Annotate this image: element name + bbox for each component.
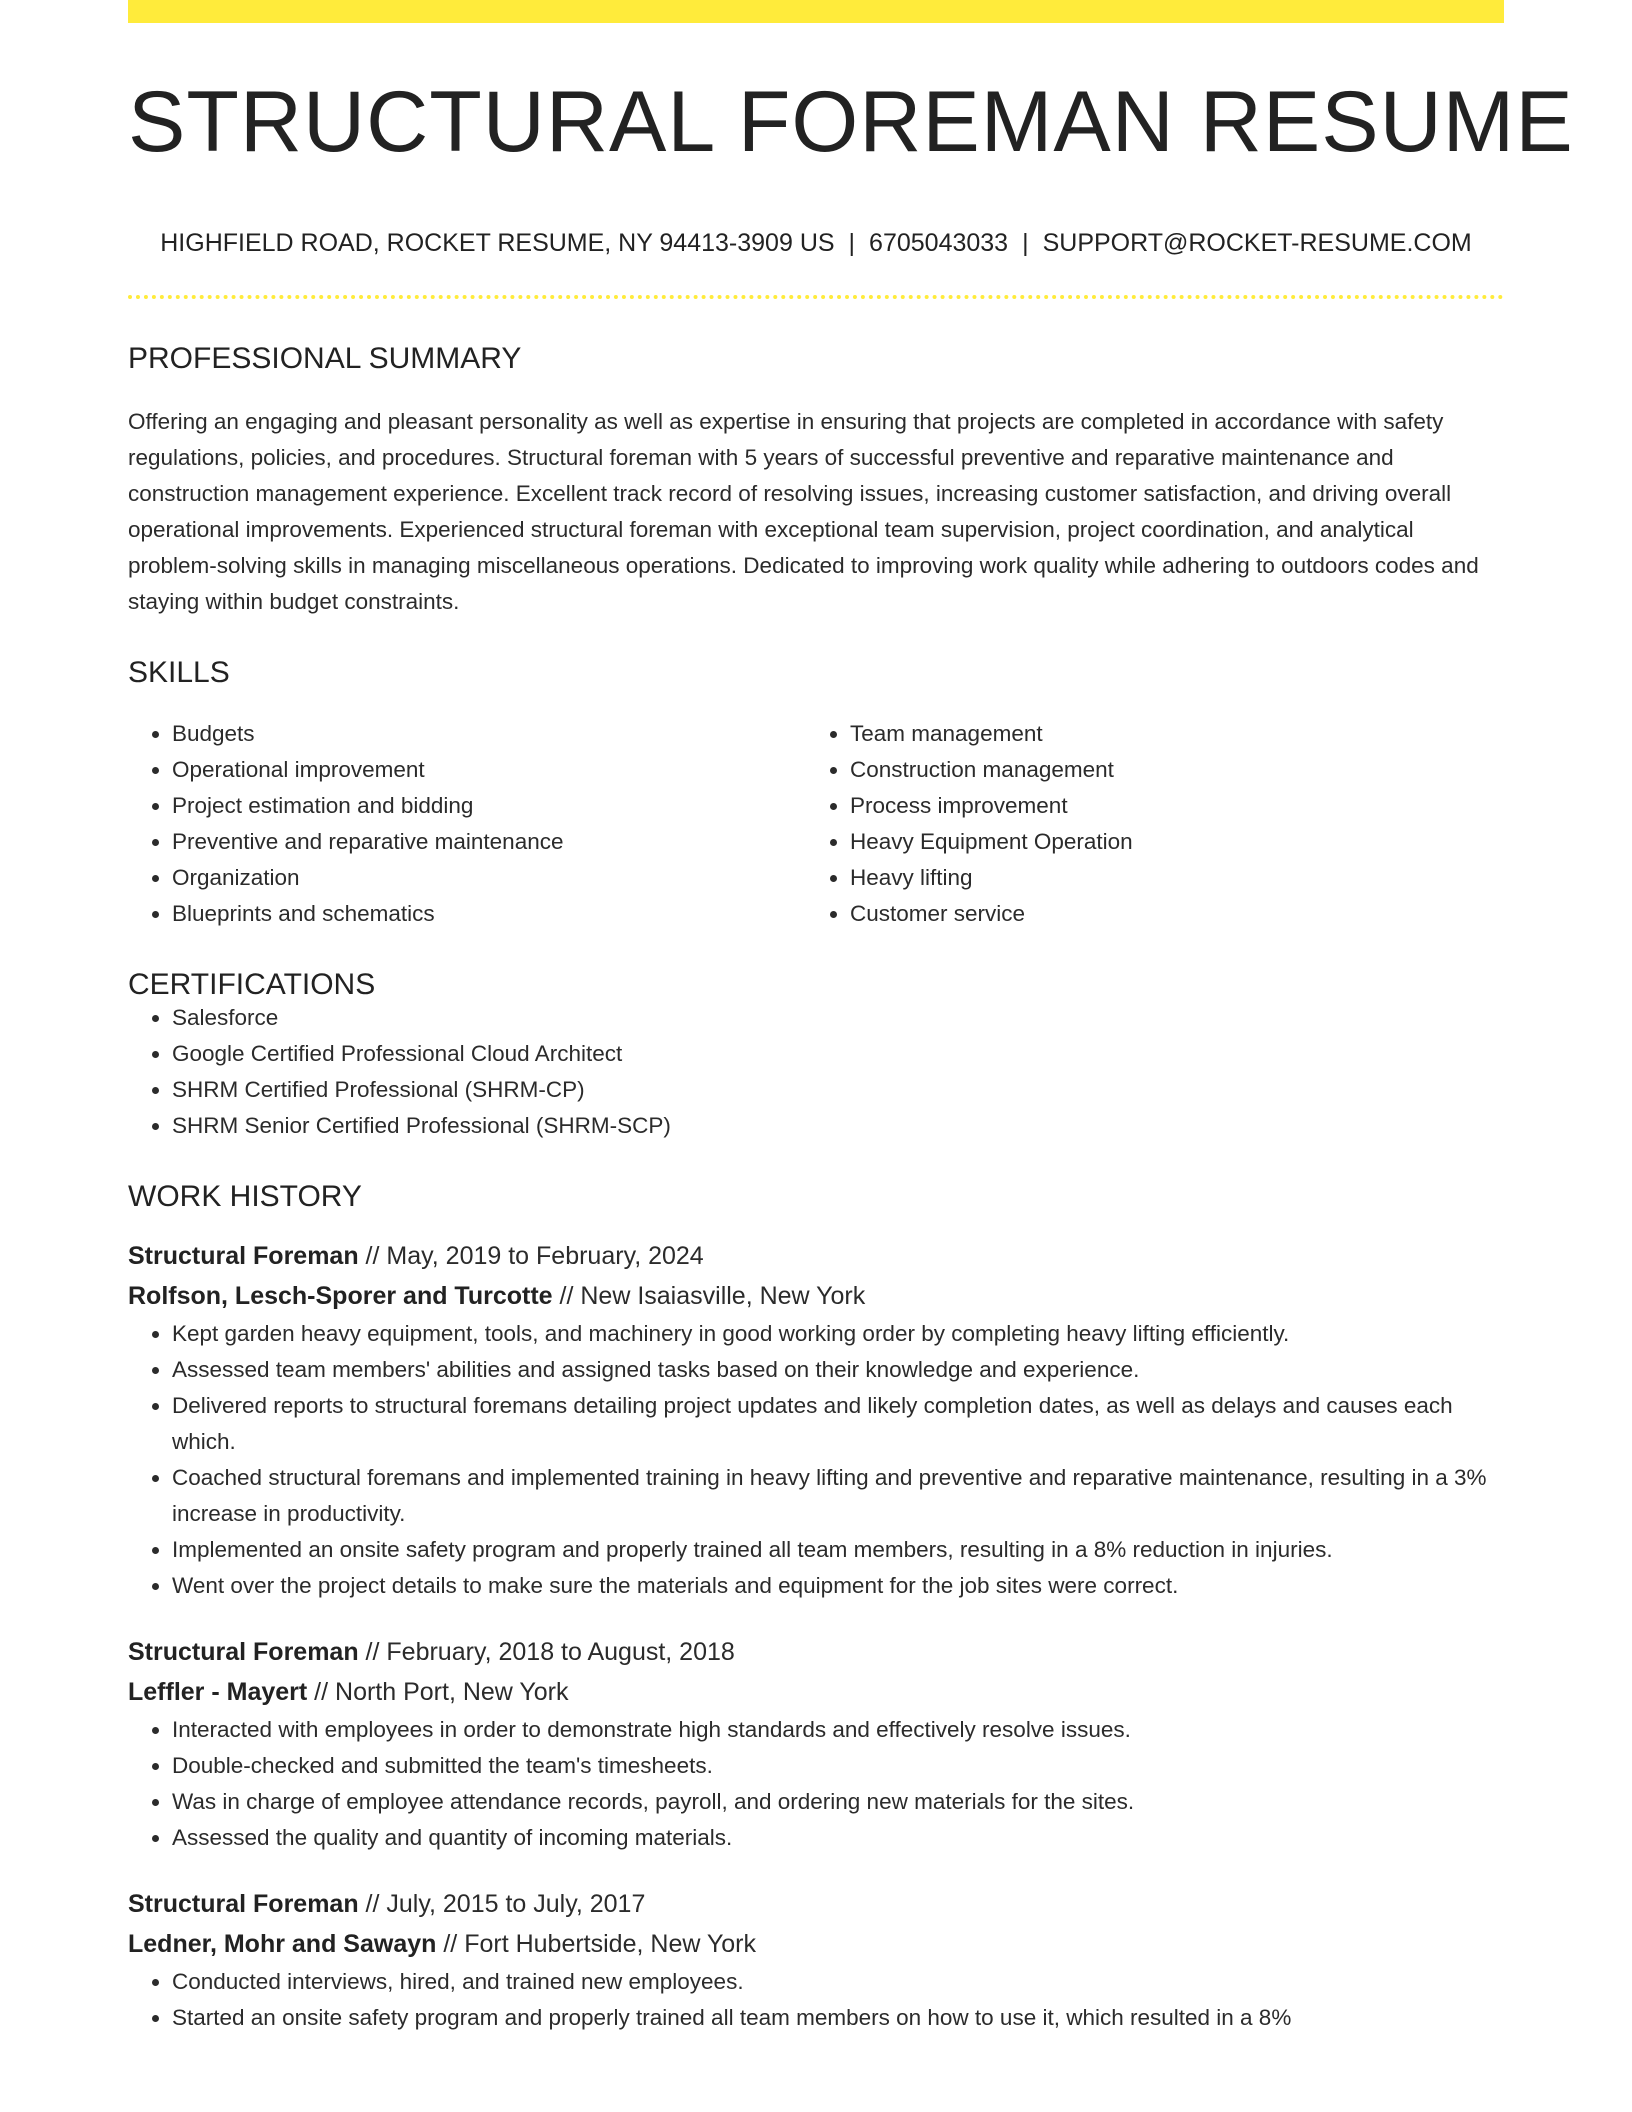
job-company-line xyxy=(128,1924,1504,1964)
job-entry xyxy=(128,1884,1504,2036)
skill-item: • Heavy Equipment Operation xyxy=(850,824,1484,860)
contact-email[interactable]: SUPPORT@ROCKET-RESUME.COM xyxy=(1042,229,1472,257)
skill-item: • Budgets xyxy=(172,716,806,752)
job-dates: May, 2019 to February, 2024 xyxy=(386,1242,704,1270)
job-duty: • Coached structural foremans and implemented training in heavy lifting and preventive and reparative maintenance, resulting in a 3% increase in productivity. xyxy=(172,1460,1504,1532)
job-company-line xyxy=(128,1276,1504,1316)
skill-item: • Project estimation and bidding xyxy=(172,788,806,824)
job-duty: • Was in charge of employee attendance records, payroll, and ordering new materials for the sites. xyxy=(172,1784,1504,1820)
work-history-heading: WORK HISTORY xyxy=(128,1180,362,1213)
contact-separator: | xyxy=(848,229,856,257)
skill-item: • Blueprints and schematics xyxy=(172,896,806,932)
job-duty: • Assessed the quality and quantity of incoming materials. xyxy=(172,1820,1504,1856)
skills-heading: SKILLS xyxy=(128,656,230,689)
resume-title: STRUCTURAL FOREMAN RESUME xyxy=(128,74,1574,170)
resume-page xyxy=(128,0,1574,2036)
job-company: Ledner, Mohr and Sawayn xyxy=(128,1930,437,1958)
job-title-line xyxy=(128,1884,1504,1924)
summary-heading: PROFESSIONAL SUMMARY xyxy=(128,342,522,375)
certification-item: • SHRM Certified Professional (SHRM-CP) xyxy=(172,1072,1504,1108)
job-company: Rolfson, Lesch-Sporer and Turcotte xyxy=(128,1282,553,1310)
job-separator: // xyxy=(358,1638,387,1666)
job-separator: // xyxy=(436,1930,465,1958)
contact-separator: | xyxy=(1022,229,1029,257)
job-separator: // xyxy=(358,1890,387,1918)
job-separator: // xyxy=(307,1678,336,1706)
job-entry xyxy=(128,1236,1504,1604)
skill-item: • Organization xyxy=(172,860,806,896)
skills-grid xyxy=(128,716,1504,932)
job-separator: // xyxy=(358,1242,387,1270)
skill-item: • Operational improvement xyxy=(172,752,806,788)
job-duty: • Delivered reports to structural foremans detailing project updates and likely completion dates, as well as delays and causes each which. xyxy=(172,1388,1504,1460)
job-duties-list xyxy=(128,1964,1504,2036)
job-duty: • Assessed team members' abilities and assigned tasks based on their knowledge and experience. xyxy=(172,1352,1504,1388)
job-separator: // xyxy=(552,1282,581,1310)
certifications-list xyxy=(128,1000,1504,1144)
certification-item: • SHRM Senior Certified Professional (SHRM-SCP) xyxy=(172,1108,1504,1144)
contact-phone: 6705043033 xyxy=(869,229,1009,257)
certifications-heading: CERTIFICATIONS xyxy=(128,968,376,1001)
skill-item: • Team management xyxy=(850,716,1484,752)
skill-item: • Construction management xyxy=(850,752,1484,788)
accent-top-bar xyxy=(128,0,1504,23)
job-title-line xyxy=(128,1632,1504,1672)
job-location: North Port, New York xyxy=(335,1678,569,1706)
job-duty: • Double-checked and submitted the team's timesheets. xyxy=(172,1748,1504,1784)
job-location: New Isaiasville, New York xyxy=(580,1282,866,1310)
job-duty: • Kept garden heavy equipment, tools, and machinery in good working order by completing heavy lifting efficiently. xyxy=(172,1316,1504,1352)
job-duty: • Conducted interviews, hired, and trained new employees. xyxy=(172,1964,1504,2000)
job-company-line xyxy=(128,1672,1504,1712)
skill-item: • Preventive and reparative maintenance xyxy=(172,824,806,860)
job-duty: • Went over the project details to make sure the materials and equipment for the job sites were correct. xyxy=(172,1568,1504,1604)
skill-item: • Customer service xyxy=(850,896,1484,932)
summary-text: Offering an engaging and pleasant personality as well as expertise in ensuring that projects are completed in accordance with safety regulations, policies, and procedures. Structural foreman with 5 years of successful preventive and reparative maintenance and construction management experience. Excellent track record of resolving issues, increasing customer satisfaction, and driving overall operational improvements. Experienced structural foreman with exceptional team supervision, project coordination, and analytical problem-solving skills in managing miscellaneous operations. Dedicated to improving work quality while adhering to outdoors codes and staying within budget constraints. xyxy=(128,409,1479,614)
skills-list-left xyxy=(128,716,806,932)
job-title: Structural Foreman xyxy=(128,1242,359,1270)
skills-list-right xyxy=(806,716,1484,932)
job-entry xyxy=(128,1632,1504,1856)
job-duty: • Started an onsite safety program and properly trained all team members on how to use it, which resulted in a 8% xyxy=(172,2000,1504,2036)
job-duty: • Interacted with employees in order to demonstrate high standards and effectively resolve issues. xyxy=(172,1712,1504,1748)
dotted-divider xyxy=(128,295,1504,299)
certification-item: • Salesforce xyxy=(172,1000,1504,1036)
skill-item: • Heavy lifting xyxy=(850,860,1484,896)
job-title: Structural Foreman xyxy=(128,1890,359,1918)
job-duties-list xyxy=(128,1316,1504,1604)
job-dates: July, 2015 to July, 2017 xyxy=(386,1890,646,1918)
certification-item: • Google Certified Professional Cloud Architect xyxy=(172,1036,1504,1072)
job-duty: • Implemented an onsite safety program and properly trained all team members, resulting in a 8% reduction in injuries. xyxy=(172,1532,1504,1568)
contact-line xyxy=(128,231,1504,256)
job-duties-list xyxy=(128,1712,1504,1856)
job-title: Structural Foreman xyxy=(128,1638,359,1666)
contact-address: HIGHFIELD ROAD, ROCKET RESUME, NY 94413-3909 US xyxy=(160,229,835,257)
job-dates: February, 2018 to August, 2018 xyxy=(386,1638,735,1666)
skill-item: • Process improvement xyxy=(850,788,1484,824)
job-location: Fort Hubertside, New York xyxy=(464,1930,756,1958)
job-title-line xyxy=(128,1236,1504,1276)
job-company: Leffler - Mayert xyxy=(128,1678,308,1706)
